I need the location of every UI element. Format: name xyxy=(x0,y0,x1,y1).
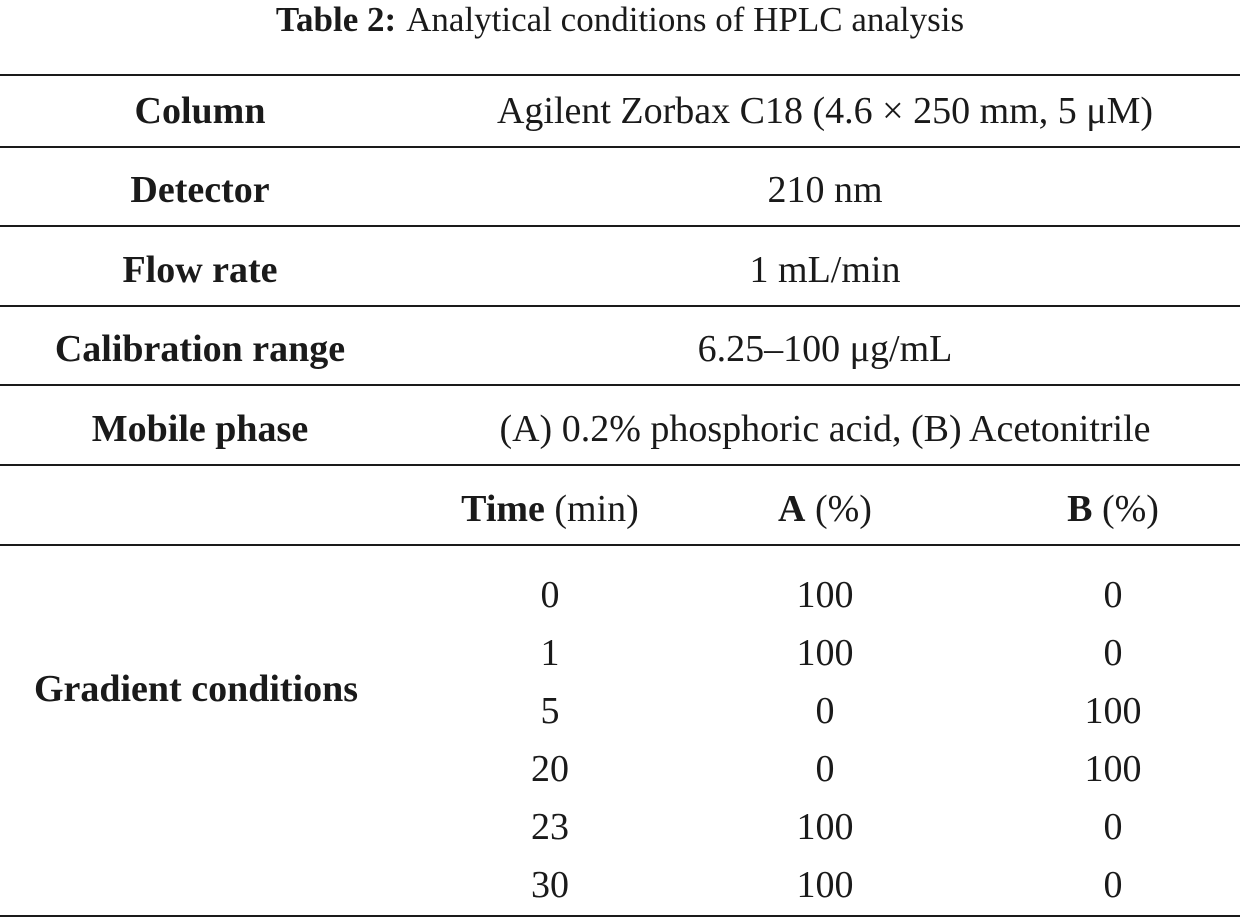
row-value: (A) 0.2% phosphoric acid, (B) Acetonitrile xyxy=(499,408,1151,450)
row-label: Flow rate xyxy=(122,249,278,291)
a-cell: 100 xyxy=(796,864,854,906)
gradient-header-rule xyxy=(0,544,1240,546)
time-cell: 5 xyxy=(540,690,560,732)
row-label: Detector xyxy=(130,169,270,211)
row-divider xyxy=(0,464,1240,466)
b-cell: 100 xyxy=(1084,748,1142,790)
a-cell: 100 xyxy=(796,806,854,848)
b-cell: 0 xyxy=(1103,864,1123,906)
row-divider xyxy=(0,305,1240,307)
a-cell: 0 xyxy=(815,690,835,732)
row-label: Mobile phase xyxy=(91,408,309,450)
row-value: 1 mL/min xyxy=(749,249,901,291)
time-cell: 1 xyxy=(540,632,560,674)
time-cell: 0 xyxy=(540,574,560,616)
b-cell: 0 xyxy=(1103,632,1123,674)
time-cell: 30 xyxy=(531,864,569,906)
table-bottom-rule xyxy=(0,915,1240,917)
row-label: Calibration range xyxy=(54,328,346,370)
header-unit: (min) xyxy=(554,488,639,530)
a-column-header xyxy=(680,474,970,544)
row-value: 210 nm xyxy=(767,169,883,211)
b-cell: 100 xyxy=(1084,690,1142,732)
row-divider xyxy=(0,384,1240,386)
header-unit: (%) xyxy=(1101,488,1159,530)
b-cell: 0 xyxy=(1103,574,1123,616)
table-caption xyxy=(0,0,1240,44)
header-name: A xyxy=(778,488,806,530)
time-cell: 20 xyxy=(531,748,569,790)
row-label: Column xyxy=(134,90,266,132)
caption-label: Table 2: xyxy=(275,0,397,39)
a-cell: 0 xyxy=(815,748,835,790)
row-value: Agilent Zorbax C18 (4.6 × 250 mm, 5 μM) xyxy=(496,90,1154,132)
header-name: B xyxy=(1067,488,1093,530)
a-cell: 100 xyxy=(796,574,854,616)
row-divider xyxy=(0,225,1240,227)
header-name: Time xyxy=(461,488,545,530)
row-divider xyxy=(0,146,1240,148)
a-cell: 100 xyxy=(796,632,854,674)
time-column-header xyxy=(410,474,690,544)
b-cell: 0 xyxy=(1103,806,1123,848)
b-column-header xyxy=(970,474,1240,544)
caption-text: Analytical conditions of HPLC analysis xyxy=(406,0,965,39)
header-unit: (%) xyxy=(814,488,872,530)
row-value: 6.25–100 μg/mL xyxy=(697,328,953,370)
time-cell: 23 xyxy=(531,806,569,848)
gradient-label: Gradient conditions xyxy=(33,668,359,710)
